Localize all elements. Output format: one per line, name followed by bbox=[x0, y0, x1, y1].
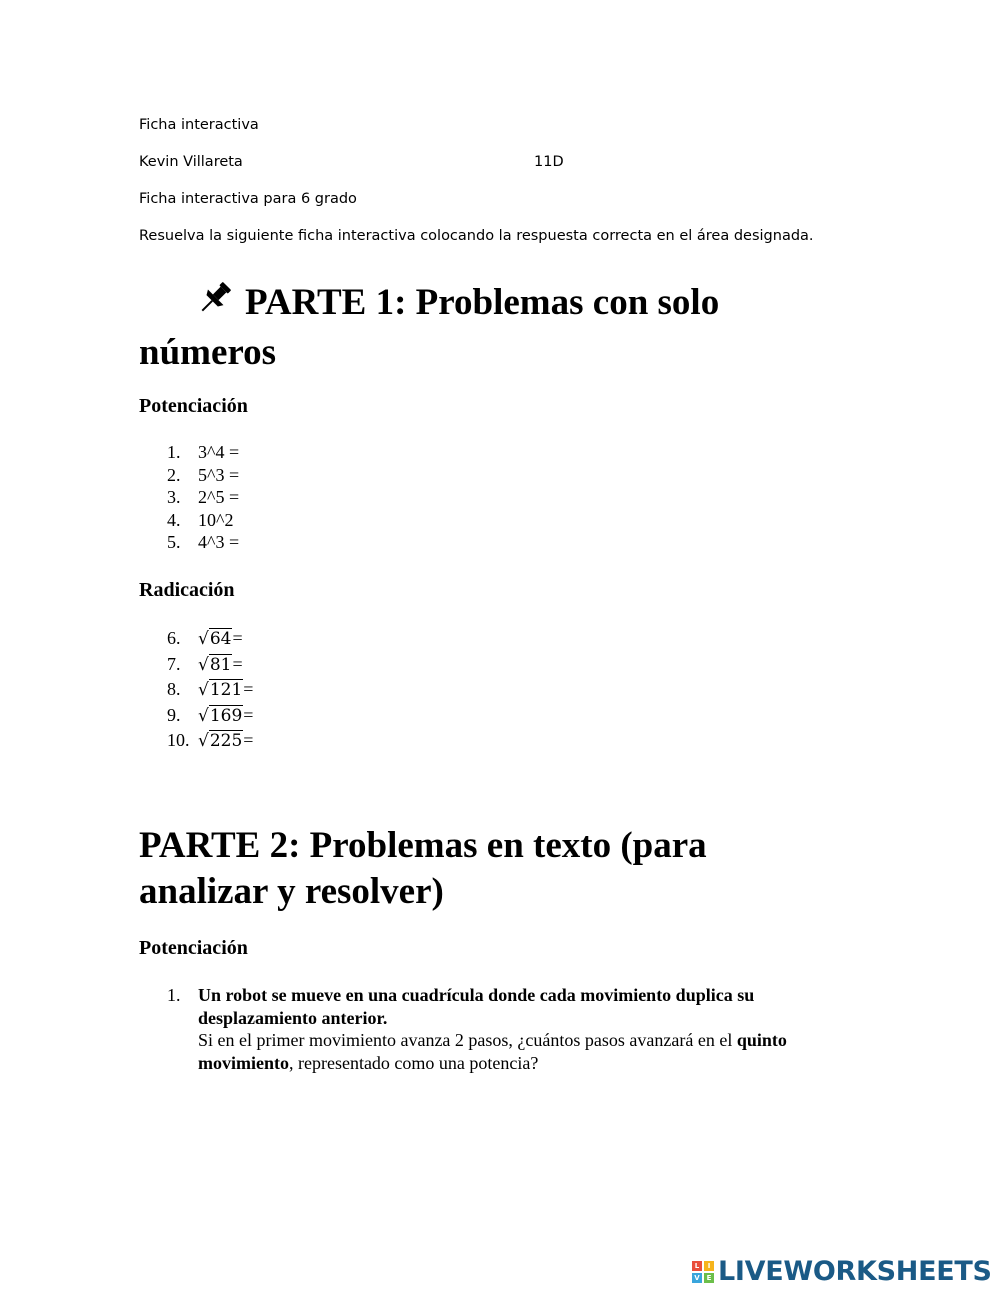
square-root-expression: √169 bbox=[198, 705, 243, 726]
word-problem: 1. Un robot se mueve en una cuadrícula donde cada movimiento duplica su desplazamiento anterior. Si en el primer movimiento avanza 2 pasos, ¿cuántos pasos avanzará en el quinto movimiento, representado como una potencia? bbox=[167, 985, 787, 1073]
square-root-expression: √81 bbox=[198, 654, 232, 675]
square-root-expression: √64 bbox=[198, 629, 232, 649]
radicacion-heading: Radicación bbox=[139, 579, 235, 601]
liveworksheets-logo bbox=[692, 1256, 992, 1287]
student-name: Kevin Villareta bbox=[139, 154, 243, 170]
worksheet-subtitle: Ficha interactiva para 6 grado bbox=[139, 191, 357, 207]
logo-text: LIVEWORKSHEETS bbox=[718, 1256, 992, 1287]
problem-statement: Un robot se mueve en una cuadrícula donde cada movimiento duplica su desplazamiento anterior. bbox=[198, 985, 755, 1028]
square-root-expression: √225 bbox=[198, 731, 243, 752]
problem-question: Si en el primer movimiento avanza 2 pasos, ¿cuántos pasos avanzará en el quinto movimiento, representado como una potencia? bbox=[198, 1030, 787, 1073]
pushpin-icon bbox=[195, 278, 235, 330]
logo-blocks-icon: L I V E bbox=[692, 1261, 714, 1283]
potenciacion-heading: Potenciación bbox=[139, 395, 248, 417]
part1-title-line2: números bbox=[139, 332, 277, 373]
part2-title: PARTE 2: Problemas en texto (para analizar y resolver) bbox=[139, 825, 707, 912]
worksheet-label: Ficha interactiva bbox=[139, 117, 259, 133]
part2-potenciacion-heading: Potenciación bbox=[139, 937, 248, 959]
part2-title-line2: analizar y resolver) bbox=[139, 871, 444, 912]
worksheet-page: Ficha interactiva Kevin Villareta 11D Ficha interactiva para 6 grado Resuelva la siguiente ficha interactiva colocando la respuesta correcta en el área designada. PARTE 1: Problemas con solo números Potenciación 1. 3^4 = 2. 5^3 = 3. 2^5 = 4. 10^2 5. 4^3 = Radicación 6. √64= 7. √81= 8. √121= 9. √169= 10. √225= PARTE 2: Problemas en texto (para analizar y resolver) Potenciación 1. Un robot se mueve en una cuadrícula donde cada movimiento duplica su desplazamiento anterior. Si en el primer movimiento avanza 2 pasos, ¿cuántos pasos avanzará en el quinto movimiento, representado como una potencia? L I V E LIVEWORKSHEETS bbox=[139, 117, 992, 1287]
instructions: Resuelva la siguiente ficha interactiva colocando la respuesta correcta en el área designada. bbox=[139, 228, 814, 244]
student-group: 11D bbox=[534, 154, 564, 170]
square-root-expression: √121 bbox=[198, 680, 243, 701]
part1-title: PARTE 1: Problemas con solo números bbox=[139, 278, 719, 376]
